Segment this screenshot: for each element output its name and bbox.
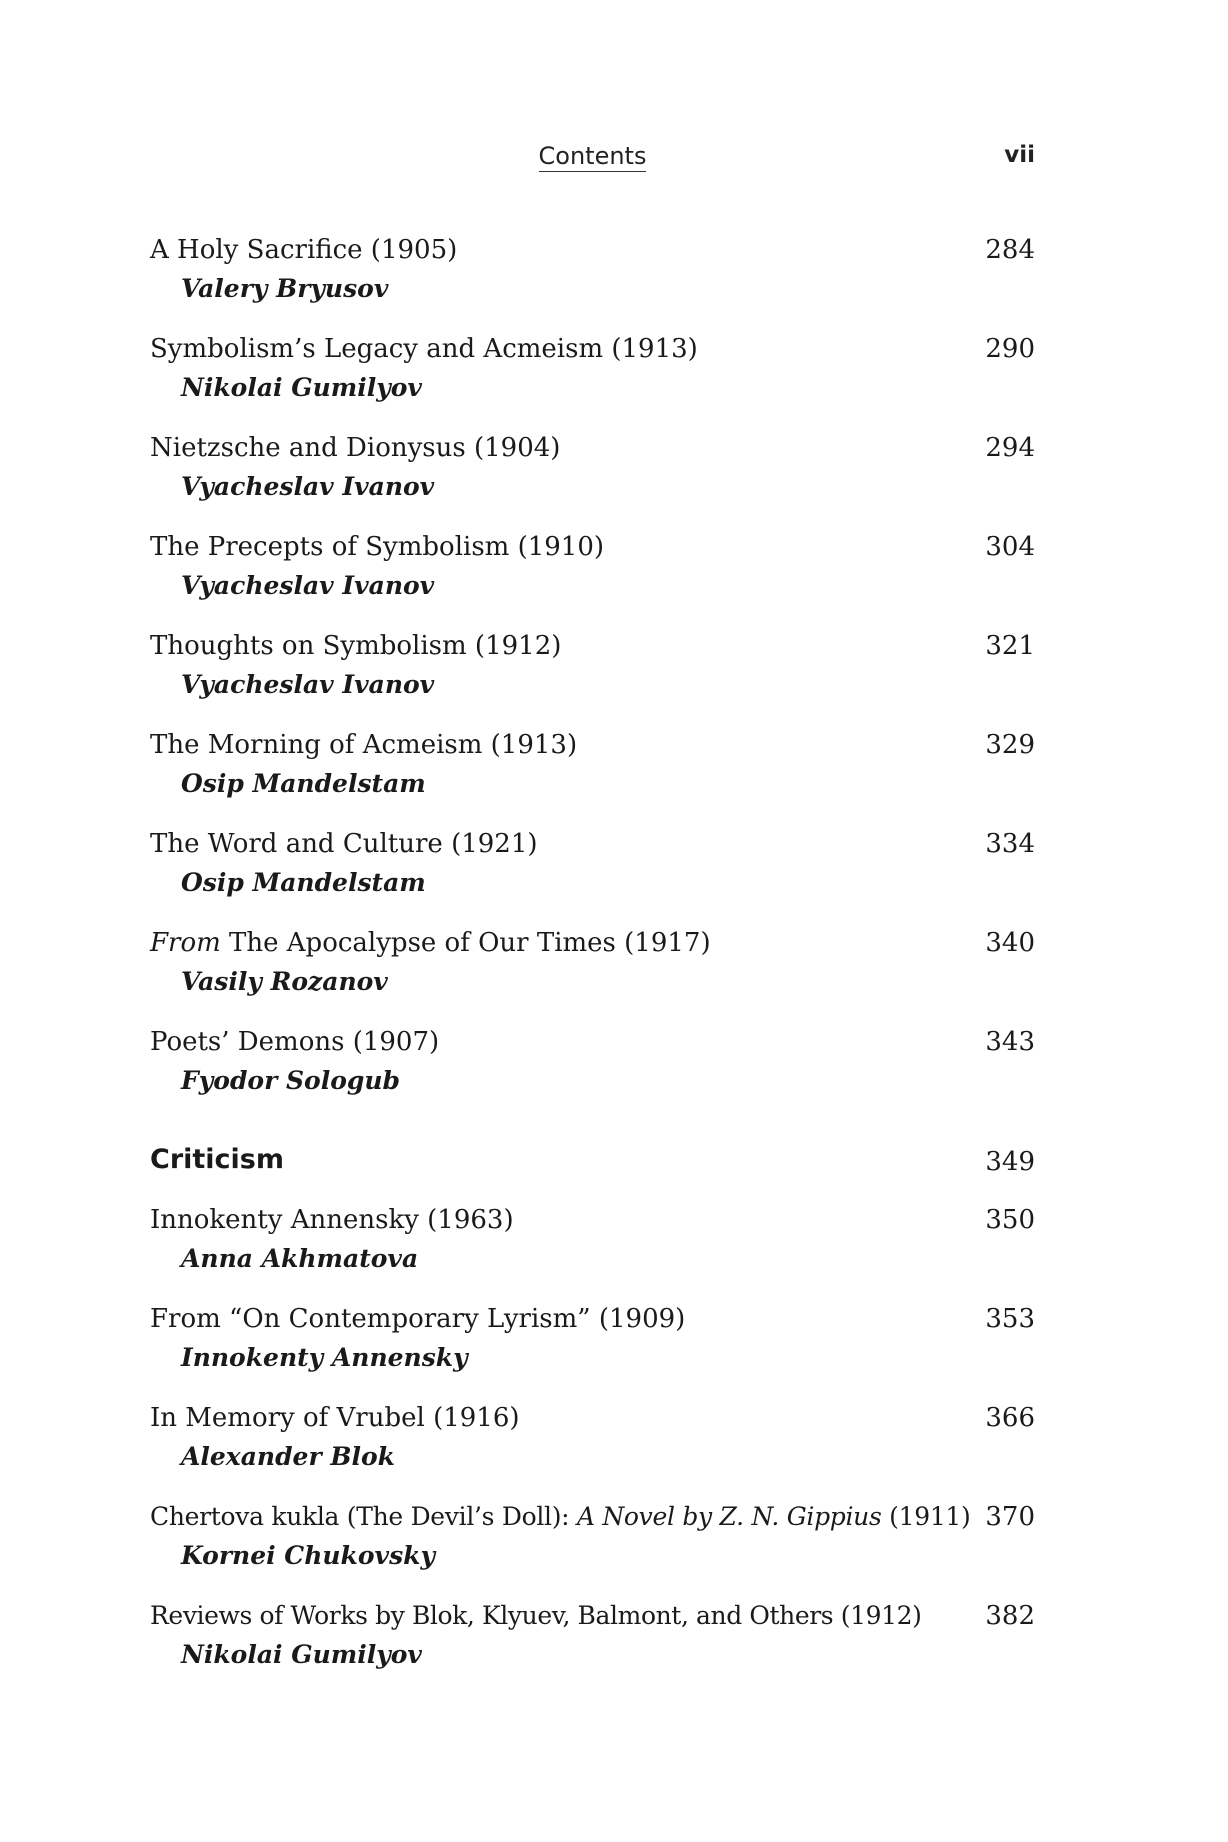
entry-page: 334 [985,829,1035,859]
entry-author: Nikolai Gumilyov [181,1640,422,1669]
entry-title: From “On Contemporary Lyrism” (1909) [150,1304,686,1334]
entry-page: 321 [985,631,1035,661]
entry-title: Poets’ Demons (1907) [150,1027,440,1057]
table-of-contents [150,234,1035,1699]
entry-author: Vyacheslav Ivanov [181,571,435,600]
page-number: vii [1004,142,1035,168]
section-page: 349 [985,1147,1035,1177]
toc-entry [150,333,1035,432]
entry-title: Thoughts on Symbolism (1912) [150,631,562,661]
entry-title-subtitle: A Novel by Z. N. Gippius [576,1502,882,1531]
entry-page: 304 [985,532,1035,562]
entry-title: The Precepts of Symbolism (1910) [150,532,605,562]
entry-author: Alexander Blok [181,1442,395,1471]
entry-page: 382 [985,1601,1035,1631]
toc-entry [150,828,1035,927]
entry-page: 284 [985,235,1035,265]
entry-page: 353 [985,1304,1035,1334]
entry-title: From The Apocalypse of Our Times (1917) [150,928,711,958]
entry-author: Vasily Rozanov [181,967,388,996]
section-heading-row [150,1142,1035,1204]
toc-entry [150,630,1035,729]
page-header [150,142,1035,182]
entry-title: Nietzsche and Dionysus (1904) [150,433,561,463]
entry-page: 290 [985,334,1035,364]
entry-title-prefix: From [150,928,221,958]
toc-entry [150,1303,1035,1402]
entry-title: Innokenty Annensky (1963) [150,1205,514,1235]
entry-title: Chertova kukla (The Devil’s Doll): A Novel by Z. N. Gippius (1911) [150,1502,971,1531]
toc-entry [150,531,1035,630]
toc-entry [150,927,1035,1026]
entry-title: Reviews of Works by Blok, Klyuev, Balmont, and Others (1912) [150,1601,922,1630]
entry-page: 370 [985,1502,1035,1532]
entry-page: 350 [985,1205,1035,1235]
toc-entry [150,234,1035,333]
entry-page: 294 [985,433,1035,463]
entry-author: Anna Akhmatova [181,1244,419,1273]
entry-title: In Memory of Vrubel (1916) [150,1403,520,1433]
toc-entry [150,1402,1035,1501]
entry-page: 340 [985,928,1035,958]
entry-author: Fyodor Sologub [181,1066,401,1095]
entry-page: 343 [985,1027,1035,1057]
entry-author: Kornei Chukovsky [181,1541,436,1570]
entry-author: Nikolai Gumilyov [181,373,422,402]
toc-entry [150,432,1035,531]
section-heading: Criticism [150,1144,285,1175]
entry-page: 366 [985,1403,1035,1433]
entry-author: Osip Mandelstam [181,868,426,897]
entry-author: Innokenty Annensky [181,1343,468,1372]
toc-entry [150,1501,1035,1600]
entry-title: A Holy Sacrifice (1905) [150,235,458,265]
toc-entry [150,729,1035,828]
running-head: Contents [538,142,647,170]
toc-entry [150,1600,1035,1699]
entry-author: Vyacheslav Ivanov [181,670,435,699]
entry-author: Osip Mandelstam [181,769,426,798]
entry-title: Symbolism’s Legacy and Acmeism (1913) [150,334,698,364]
entry-page: 329 [985,730,1035,760]
entry-author: Valery Bryusov [181,274,389,303]
toc-entry [150,1026,1035,1125]
entry-title: The Morning of Acmeism (1913) [150,730,578,760]
toc-entry [150,1204,1035,1303]
entry-author: Vyacheslav Ivanov [181,472,435,501]
entry-title: The Word and Culture (1921) [150,829,538,859]
